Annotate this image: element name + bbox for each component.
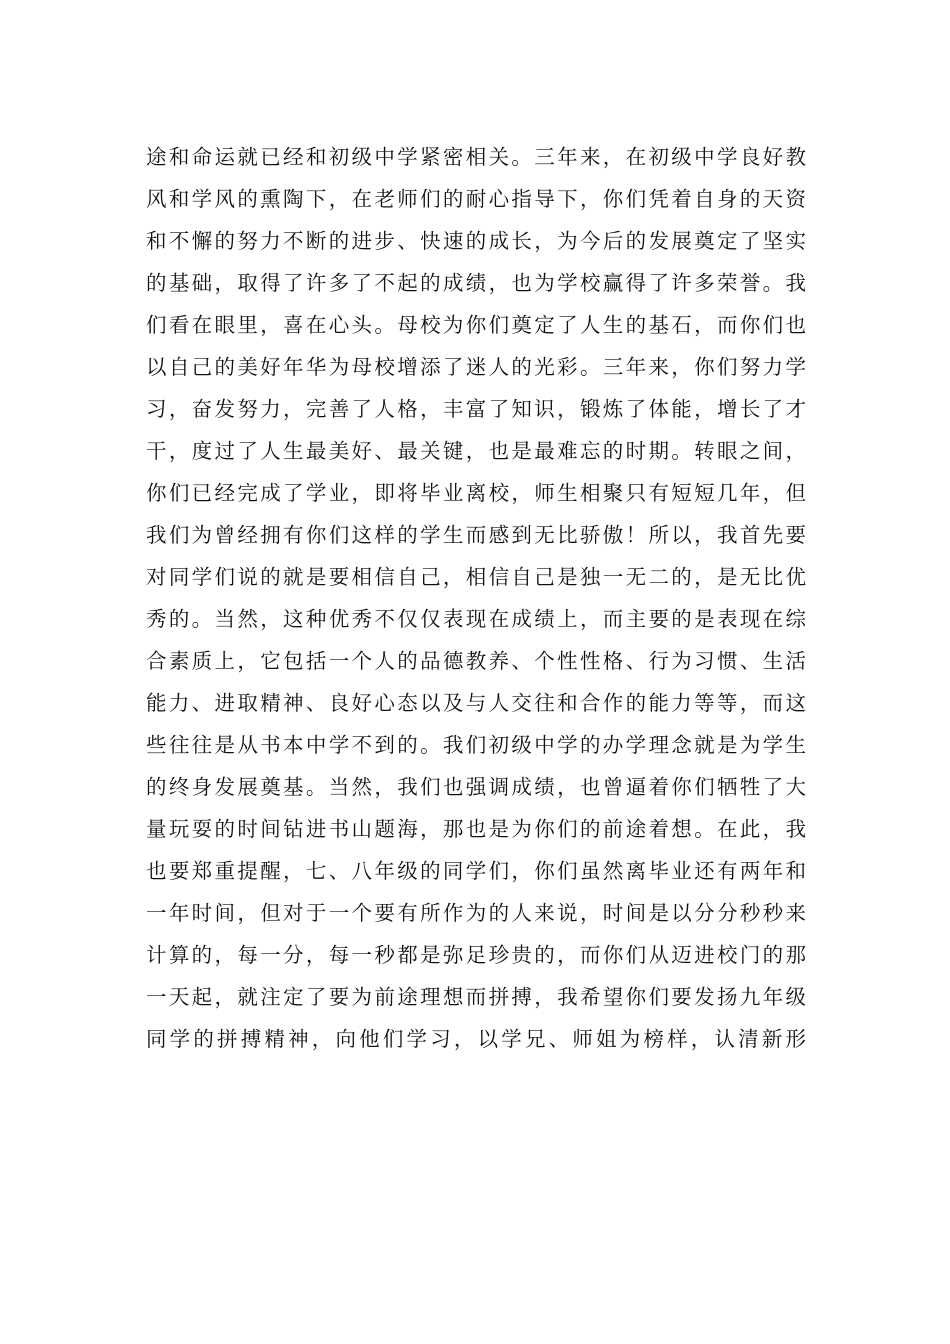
text-line: 一年时间，但对于一个要有所作为的人来说，时间是以分分秒秒来	[146, 901, 806, 925]
text-line: 风和学风的熏陶下，在老师们的耐心指导下，你们凭着自身的天资	[146, 187, 806, 211]
text-line: 干，度过了人生最美好、最关键，也是最难忘的时期。转眼之间，	[146, 439, 806, 463]
text-line: 们看在眼里，喜在心头。母校为你们奠定了人生的基石，而你们也	[146, 313, 806, 337]
text-line: 的基础，取得了许多了不起的成绩，也为学校赢得了许多荣誉。我	[146, 271, 806, 295]
text-line: 对同学们说的就是要相信自己，相信自己是独一无二的，是无比优	[146, 565, 806, 589]
text-line: 以自己的美好年华为母校增添了迷人的光彩。三年来，你们努力学	[146, 355, 806, 379]
text-line: 你们已经完成了学业，即将毕业离校，师生相聚只有短短几年，但	[146, 481, 806, 505]
text-line: 些往往是从书本中学不到的。我们初级中学的办学理念就是为学生	[146, 733, 806, 757]
text-line: 习，奋发努力，完善了人格，丰富了知识，锻炼了体能，增长了才	[146, 397, 806, 421]
text-line: 秀的。当然，这种优秀不仅仅表现在成绩上，而主要的是表现在综	[146, 607, 806, 631]
text-line: 合素质上，它包括一个人的品德教养、个性性格、行为习惯、生活	[146, 649, 806, 673]
text-line: 我们为曾经拥有你们这样的学生而感到无比骄傲！所以，我首先要	[146, 523, 806, 547]
text-line: 一天起，就注定了要为前途理想而拼搏，我希望你们要发扬九年级	[146, 985, 806, 1009]
text-line: 的终身发展奠基。当然，我们也强调成绩，也曾逼着你们牺牲了大	[146, 775, 806, 799]
text-line: 计算的，每一分，每一秒都是弥足珍贵的，而你们从迈进校门的那	[146, 943, 806, 967]
body-text	[146, 136, 806, 1060]
text-line: 途和命运就已经和初级中学紧密相关。三年来，在初级中学良好教	[146, 145, 806, 169]
text-line: 同学的拼搏精神，向他们学习，以学兄、师姐为榜样，认清新形	[146, 1027, 806, 1051]
text-line: 量玩耍的时间钻进书山题海，那也是为你们的前途着想。在此，我	[146, 817, 806, 841]
text-line: 和不懈的努力不断的进步、快速的成长，为今后的发展奠定了坚实	[146, 229, 806, 253]
text-line: 能力、进取精神、良好心态以及与人交往和合作的能力等等，而这	[146, 691, 806, 715]
text-line: 也要郑重提醒，七、八年级的同学们，你们虽然离毕业还有两年和	[146, 859, 806, 883]
